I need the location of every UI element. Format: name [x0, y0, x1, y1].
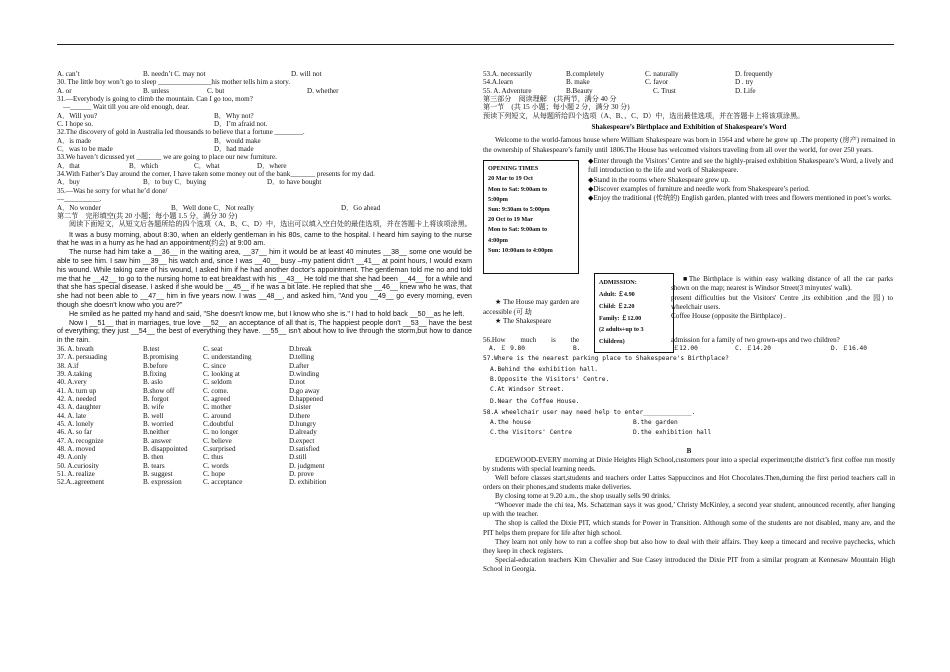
- option-57-b: B.Opposite the Visitors' Centre.: [490, 375, 610, 383]
- cloze-option: 47. A. recognize: [57, 436, 104, 445]
- cloze-option: C. thus: [203, 453, 224, 462]
- cloze-option: C. looking at: [203, 369, 240, 378]
- option-57-a: A.Behind the exhibition hall.: [490, 365, 599, 373]
- cloze-paragraph: He smiled as he patted my hand and said, "She doesn't know me, but I know who she is." I had to hold back __50__as he left.: [69, 309, 465, 318]
- cloze-option: D.not: [289, 378, 305, 387]
- cloze-option-row: [57, 420, 472, 428]
- cloze-option-row: [57, 412, 472, 420]
- options-58-row1: A.the house B.the garden: [490, 418, 678, 426]
- options-56: A. ￡ 9.80 B. ￡12.00 C. ￡14.20 D. ￡16.40: [489, 345, 867, 353]
- cloze-option: D.telling: [289, 353, 315, 362]
- feature-bullets: [588, 157, 893, 203]
- cloze-option: B. well: [143, 411, 164, 420]
- options-34: A．buy B．to buy C．buying D．to have bought: [57, 178, 322, 187]
- passage-b-paragraph: Well before classes start,students and teachers order Lattes Sappuccinos and Hot Chocolates.Then,durning the first period teachers call in orders on their phones,and students make deliveries.: [483, 473, 895, 492]
- passage-b-paragraph: They learn not only how to run a coffee shop but also how to deal with their affairs. They keep a timecard and receive paychecks, which they keep in check registers.: [483, 537, 895, 555]
- options-54: 54.A.learn B. make C. favor D . try: [483, 78, 754, 87]
- cloze-option: C.doubtful: [203, 419, 234, 428]
- access-note: present difficulties but the Visitors' Centre ,its exhibition ,and the 园) to wheelchair users.: [671, 293, 893, 311]
- star-note: ★ The House may garden are accessible (可 劫: [483, 298, 580, 316]
- cloze-option: B. answer: [143, 436, 172, 445]
- cloze-option: D. exhibition: [289, 478, 327, 487]
- cloze-option: B. aslo: [143, 378, 163, 387]
- cloze-option: 39. A.taking: [57, 369, 92, 378]
- right-column: [483, 70, 895, 574]
- options-32-row2: C．was to be made D．had made: [57, 145, 254, 154]
- question-30: 30. The little boy won’t go to sleep _______________his mother tells him a story.: [57, 78, 291, 87]
- question-35: 35.—Was he sorry for what he’d done/: [57, 186, 168, 195]
- question-58: 58.A wheelchair user may need help to enter_____________.: [483, 408, 696, 416]
- opening-times-box: OPENING TIMES 20 Mar to 19 Oct Mon to Sat: 9:00am to 5:00pm Sun: 9:30am to 5:00pm 20 Oct to 19 Mar Mon to Sat: 9:00am to 4:00pm Sun: 10:00am to 4:00pm: [483, 160, 579, 274]
- admission-box: ADMISSION: Adult: ￡4.90 Child: ￡2.20 Family: ￡12.00 (2 adults+up to 3 Children): [594, 273, 674, 353]
- passage-a-body: [483, 155, 895, 394]
- passage-b-paragraph: “Whoever made the chi tea, Ms. Schatzman says it was good,’ Christy McKinley, a second year student, announced recently, after hanging up with the teacher.: [483, 501, 895, 519]
- section-3-subheading: 第一节 (共 15 小题；每小题 2 分，满分 30 分): [483, 103, 630, 112]
- cloze-option: C. understanding: [203, 353, 252, 362]
- cloze-option: D.go away: [289, 386, 320, 395]
- cloze-option: C. seldom: [203, 378, 232, 387]
- cloze-option: 45. A. lonely: [57, 419, 94, 428]
- feature-bullet: ◆Discover examples of furniture and needle work from Shakespeare’s period.: [588, 184, 810, 193]
- feature-bullet: ◆Stand in the rooms where Shakespeare grew up.: [588, 175, 730, 184]
- cloze-option: C. words: [203, 461, 229, 470]
- cloze-option: C. since: [203, 361, 226, 370]
- cloze-option: D.hungry: [289, 419, 316, 428]
- cloze-option: B.show off: [143, 386, 175, 395]
- cloze-option: 51. A. realize: [57, 470, 95, 479]
- cloze-option: C. agreed: [203, 394, 231, 403]
- options-55: 55. A. Adventure B.Beauty C. Trust D. Life: [483, 86, 756, 95]
- cloze-option: C.surprised: [203, 445, 236, 454]
- cloze-option: B.neither: [143, 428, 170, 437]
- cloze-option-row: [57, 387, 472, 395]
- options-58-row2: C.the Visitors' Centre D.the exhibition hall: [490, 429, 712, 437]
- coffee-house-note: Coffee House (opposite the Birthplace) .: [671, 312, 786, 321]
- cloze-option: 37. A. persuading: [57, 353, 108, 362]
- passage-a-intro: Welcome to the world-famous house where William Shakespeare was born in 1564 and where he grew up .The property (房产) remained in the ownership of Shakespeare’s family until 1806.The House has welcomed visitors traveling from all over the world, for over 250 years.: [483, 136, 895, 154]
- cloze-option: C. mother: [203, 403, 232, 412]
- cloze-option: 48. A. moved: [57, 445, 96, 454]
- cloze-option: 49. A.only: [57, 453, 87, 462]
- options-32-row1: A．is made B．would make: [57, 136, 261, 145]
- cloze-option: D. prove: [289, 470, 314, 479]
- cloze-option: 50. A.curiosity: [57, 461, 99, 470]
- question-57: 57.Where is the nearest parking place to Shakespeare's Birthplace?: [483, 355, 729, 363]
- cloze-option: C. around: [203, 411, 231, 420]
- cloze-option: 42. A. needed: [57, 394, 97, 403]
- cloze-option: 36. A. breath: [57, 344, 94, 353]
- passage-b-paragraph: EDGEWOOD-EVERY morning at Dixie Heights High School,customers pour into a special experiment;the district’s first coffee run mostly by students with special learning needs.: [483, 455, 895, 473]
- cloze-option: D.after: [289, 361, 309, 370]
- cloze-option: C. no longer: [203, 428, 239, 437]
- cloze-option: 52.A..agreement: [57, 478, 105, 487]
- options-31-row1: A．Will you? B．Why not?: [57, 111, 254, 120]
- passage-b: [483, 456, 895, 574]
- cloze-option: 43. A. daughter: [57, 403, 101, 412]
- cloze-option-row: [57, 403, 472, 411]
- cloze-option: D.break: [289, 344, 312, 353]
- cloze-option: D.expect: [289, 436, 315, 445]
- section-2-instructions: 阅读下面短文，从短文后各题所给的四个选项（A、B、C、D）中，选出可以填入空白处的最佳选项，并在答题卡上将该项涂黑。: [69, 220, 472, 229]
- cloze-option: B. disappointed: [143, 445, 188, 454]
- question-32: 32.The discovery of gold in Australia led thousands to believe that a fortune ________.: [57, 128, 305, 137]
- cloze-option: 44. A. late: [57, 411, 87, 420]
- question-57-block: [483, 354, 895, 395]
- cloze-option-row: [57, 437, 472, 445]
- options-33: A．that B．which C．what D．where: [57, 161, 287, 170]
- star-notes: [483, 298, 587, 326]
- cloze-option: D. judgment: [289, 461, 325, 470]
- section-3-instructions: 预读下列短文，从每题所给四个选项（A、B、、C、D）中，选出最佳选项，并在答题卡上将该项涂黑。: [483, 111, 805, 120]
- options-30: A. or B. unless C. but D. whether: [57, 86, 339, 95]
- cloze-option-row: [57, 478, 472, 486]
- cloze-option: B. forgot: [143, 394, 169, 403]
- cloze-option: B. suggest: [143, 470, 173, 479]
- birthplace-note: ■The Birthplace is within easy walking distance of all the car parks shown on the map; nearest is Windsor Street(3 minyutes' walk).: [671, 275, 893, 293]
- cloze-option: B. then: [143, 453, 164, 462]
- cloze-option: B.before: [143, 361, 168, 370]
- cloze-option: 38. A.if: [57, 361, 79, 370]
- cloze-option: C. believe: [203, 436, 232, 445]
- cloze-option: D.already: [289, 428, 317, 437]
- cloze-options: [57, 345, 472, 487]
- question-34: 34.With Father’s Day around the corner, I have taken some money out of the bank_______ presents for my dad.: [57, 170, 375, 179]
- question-31: 31.—Everybody is going to climb the mountain. Can I go too, mom?: [57, 95, 253, 104]
- options-29: A. can’t B. needn’t C. may not D. will not: [57, 70, 322, 78]
- header-rule: [57, 44, 894, 45]
- cloze-option: 46. A. so far: [57, 428, 92, 437]
- cloze-option: B. tears: [143, 461, 165, 470]
- cloze-option-row: [57, 378, 472, 386]
- cloze-option: D.there: [289, 411, 311, 420]
- cloze-passage: [57, 231, 472, 345]
- cloze-option: C. hope: [203, 470, 226, 479]
- question-56-cont: admission for a family of two grown-ups and two children?: [671, 336, 840, 345]
- cloze-option: B.promising: [143, 353, 179, 362]
- birthplace-notes: [671, 275, 893, 321]
- left-column: [57, 70, 472, 487]
- cloze-option: D.winding: [289, 369, 320, 378]
- cloze-paragraph: The nurse had him take a __36__ in the waiting area, __37__ him it would be at least 40 minutes __38__ some one would be able to see him. I saw him __39__ his watch and, since I was __40__ busy –my patient didn’t __41__ at point hours, I would exam his wound. While taking care of his wound, I asked him if he had another doctor's appointment. The gentleman told me no and told me that he __42__ to go to the nursing home to eat breakfast with his __43__ He told me that she had been __44__ for a while and that she has special disease. I asked if she would be __45__ if he was a bit late. He replied that she __46__ knew who he was, that she had not been able to __47__ him in five years now. I was __48__, and asked him, "And you __49__ go every morning, even though she doesn't know who you are?": [57, 248, 472, 309]
- options-53: 53.A. necessarily B.completely C. naturally D. frequently: [483, 70, 773, 78]
- passage-a-title: Shakespeare’s Birthplace and Exhibition of Shakespeare’s Word: [591, 123, 787, 132]
- cloze-option-row: [57, 445, 472, 453]
- feature-bullet: ◆Enter through the Visitors’ Centre and see the highly-praised exhibition Shakespeare’s Word, a lively and full introduction to the life and work of Shakespeare.: [588, 157, 893, 175]
- passage-b-paragraph: Special-education teachers Kim Chevalier and Sue Casey introduced the Dixie PIT from a similar program at Kennesaw Mountain High School in Georgia.: [483, 555, 895, 573]
- cloze-option-row: [57, 395, 472, 403]
- cloze-option: B.test: [143, 344, 160, 353]
- cloze-option: 40. A.very: [57, 378, 87, 387]
- cloze-option: 41. A. turn up: [57, 386, 97, 395]
- cloze-option: D.satisfied: [289, 445, 320, 454]
- question-35-reply: —__________.: [57, 195, 102, 204]
- cloze-option: C. come.: [203, 386, 229, 395]
- question-56: 56.How much is the: [483, 336, 580, 345]
- cloze-option-row: [57, 462, 472, 470]
- cloze-option-row: [57, 362, 472, 370]
- question-31-reply: —______ Wait till you are old enough, dear.: [63, 103, 190, 112]
- passage-b-letter: B: [686, 447, 692, 456]
- cloze-option: B. wife: [143, 403, 164, 412]
- section-3-heading: 第三部分 阅读理解 (共两节，满分 40 分: [483, 95, 617, 104]
- cloze-option-row: [57, 345, 472, 353]
- cloze-option: C. seat: [203, 344, 223, 353]
- cloze-option: B. worried: [143, 419, 174, 428]
- passage-b-paragraph: By closing tome at 9.20 a.m., the shop usually sells 90 drinks.: [495, 492, 671, 501]
- option-57-c: C.At Windsor Street.: [490, 386, 565, 394]
- section-2-heading: 第二节 完形填空(共 20 小题；每小题 1.5 分，满分 30 分): [57, 211, 238, 220]
- cloze-option: B.fixing: [143, 369, 167, 378]
- cloze-option-row: [57, 453, 472, 461]
- cloze-option-row: [57, 370, 472, 378]
- options-35: A．No wonder B．Well done C．Not really D．Go ahead: [57, 203, 381, 212]
- cloze-option-row: [57, 428, 472, 436]
- question-33: 33.We haven’t dicussed yet _______ we are going to place our new furniture.: [57, 153, 277, 162]
- cloze-option: D.happened: [289, 394, 324, 403]
- question-58-block: [483, 397, 895, 438]
- cloze-option-row: [57, 470, 472, 478]
- cloze-paragraph: Now I __51__ that in marriages, true love __52__ an acceptance of all that is, The happiest people don't __53__ have the best of everything; they just __54__ the best of everything they have. __55__ isn't about how to live through the storm,but how to dance in the rain.: [57, 318, 472, 345]
- cloze-paragraph: It was a busy morning, about 8:30, when an elderly gentleman in his 80s, came to the hospital. I heard him saying to the nurse that he was in a hurry as he had an appointment(约会) at 9:00 am.: [57, 230, 472, 248]
- star-note: ★ The Shakespeare: [495, 317, 552, 326]
- cloze-option: C. acceptance: [203, 478, 243, 487]
- cloze-option: B. expression: [143, 478, 182, 487]
- cloze-option: D.still: [289, 453, 307, 462]
- cloze-option: D.sister: [289, 403, 311, 412]
- cloze-option-row: [57, 353, 472, 361]
- option-57-d: D.Near the Coffee House.: [490, 398, 580, 406]
- options-31-row2: C. I hope so. D．I’m afraid not.: [57, 120, 268, 129]
- passage-b-paragraph: The shop is called the Dixie PIT, which stands for Power in Transition. Although some of the students are not disabled, many are, and the PIT helps them prepare for life after high school.: [483, 519, 895, 537]
- feature-bullet: ◆Enjoy the traditional (传统的) English garden, planted with trees and flowers mentioned in poet’s works.: [588, 194, 892, 203]
